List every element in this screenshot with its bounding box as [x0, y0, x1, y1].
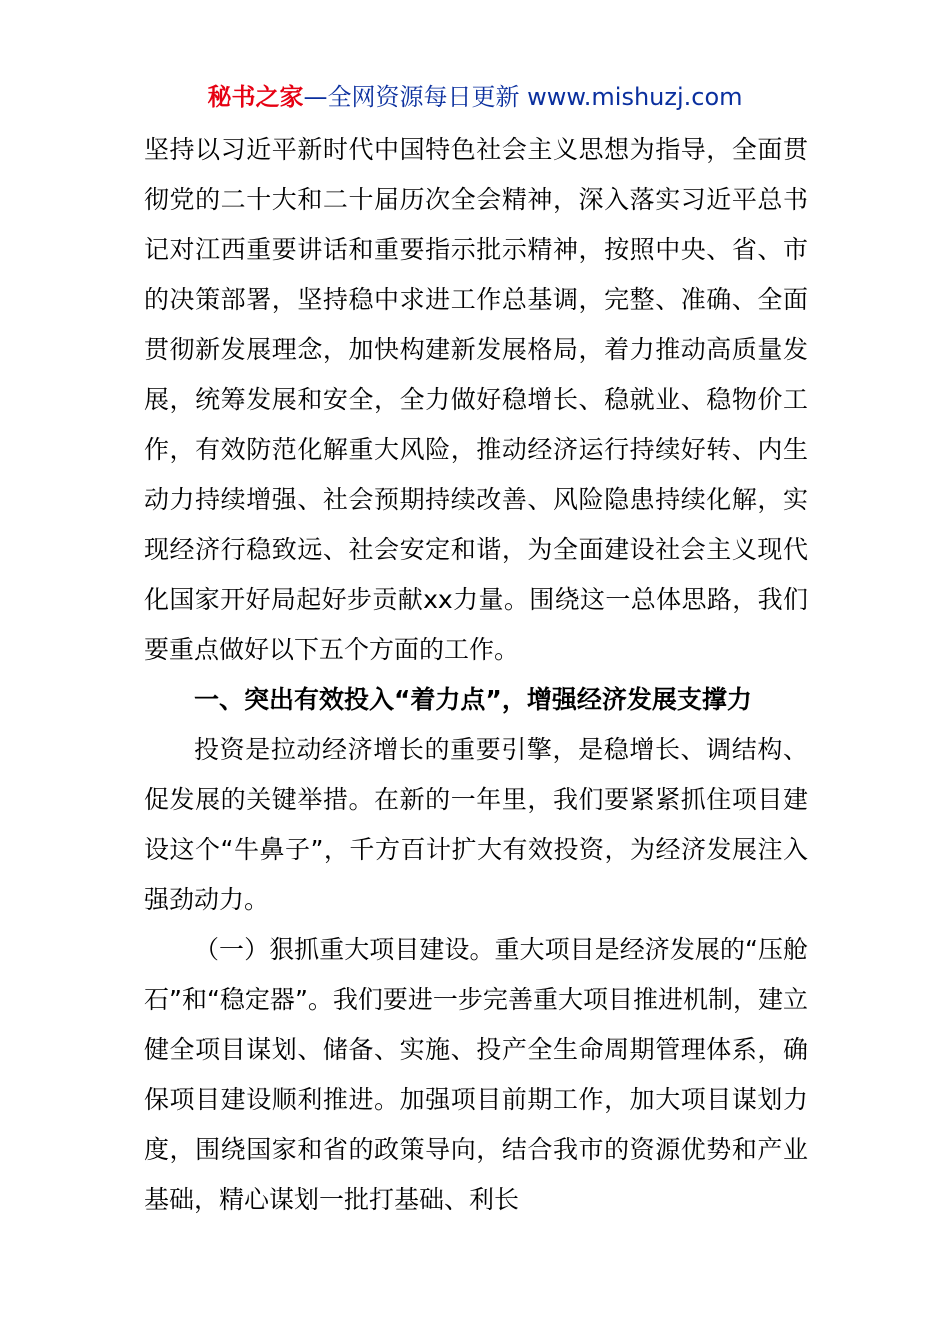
document-body	[144, 125, 808, 1225]
site-url[interactable]: www.mishuzj.com	[527, 83, 743, 111]
site-tagline: —全网资源每日更新	[303, 83, 520, 111]
site-brand: 秘书之家	[207, 83, 304, 111]
paragraph-major-projects: （一）狠抓重大项目建设。重大项目是经济发展的“压舱石”和“稳定器”。我们要进一步完善重大项目推进机制，建立健全项目谋划、储备、实施、投产全生命周期管理体系，确保项目建设顺利推进。加强项目前期工作，加大项目谋划力度，围绕国家和省的政策导向，结合我市的资源优势和产业基础，精心谋划一批打基础、利长	[144, 935, 808, 1214]
paragraph-investment: 投资是拉动经济增长的重要引擎，是稳增长、调结构、促发展的关键举措。在新的一年里，我们要紧紧抓住项目建设这个“牛鼻子”，千方百计扩大有效投资，为经济发展注入强劲动力。	[144, 735, 808, 914]
paragraph-guiding-principles: 坚持以习近平新时代中国特色社会主义思想为指导，全面贯彻党的二十大和二十届历次全会精神，深入落实习近平总书记对江西重要讲话和重要指示批示精神，按照中央、省、市的决策部署，坚持稳中求进工作总基调，完整、准确、全面贯彻新发展理念，加快构建新发展格局，着力推动高质量发展，统筹发展和安全，全力做好稳增长、稳就业、稳物价工作，有效防范化解重大风险，推动经济运行持续好转、内生动力持续增强、社会预期持续改善、风险隐患持续化解，实现经济行稳致远、社会安定和谐，为全面建设社会主义现代化国家开好局起好步贡献xx力量。围绕这一总体思路，我们要重点做好以下五个方面的工作。	[144, 135, 808, 664]
site-header	[0, 80, 950, 114]
section-heading-1: 一、突出有效投入“着力点”，增强经济发展支撑力	[194, 685, 752, 714]
